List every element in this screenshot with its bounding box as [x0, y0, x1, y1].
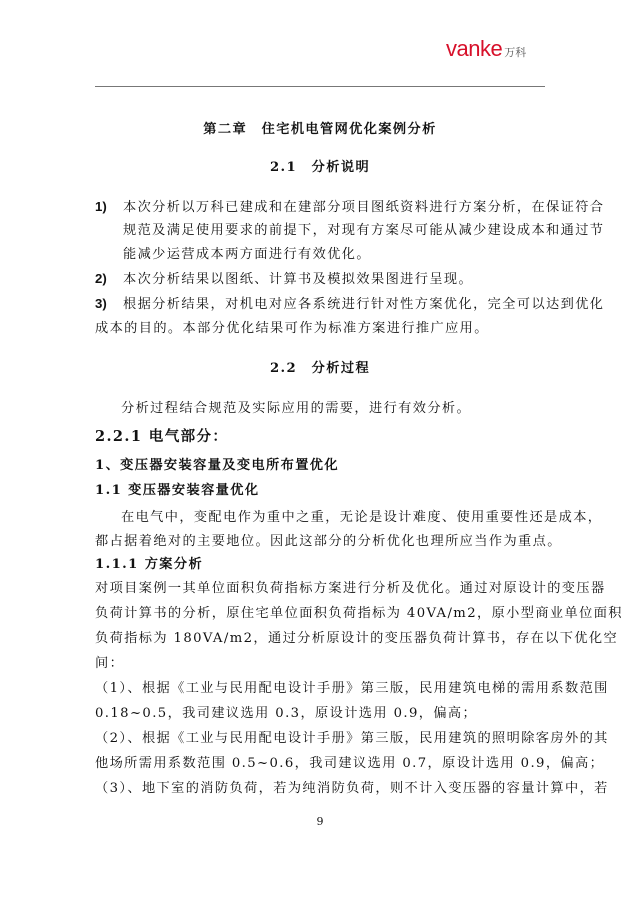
list-text: 本次分析以万科已建成和在建部分项目图纸资料进行方案分析，在保证符合: [123, 200, 605, 215]
heading-1: 1、变压器安装容量及变电所布置优化: [95, 458, 339, 473]
vanke-logo: [446, 38, 526, 60]
para-1-1-line-1: 在电气中，变配电作为重中之重，无论是设计难度、使用重要性还是成本，: [121, 510, 603, 525]
list-text: 根据分析结果，对机电对应各系统进行针对性方案优化，完全可以达到优化: [123, 297, 605, 312]
list-number: 2): [95, 271, 107, 286]
header-rule: [95, 86, 545, 87]
list-item-1-line-2: 规范及满足使用要求的前提下，对现有方案尽可能从减少建设成本和通过节: [123, 223, 605, 238]
point-3-line-1: （3）、地下室的消防负荷，若为纯消防负荷，则不计入变压器的容量计算中，若: [95, 781, 609, 796]
list-item-1-line-3: 能减少运营成本两方面进行有效优化。: [123, 247, 371, 262]
section-2-2-title: 2.2 分析过程: [269, 361, 371, 376]
list-item-1-line-1: [95, 199, 605, 216]
list-item-2: [95, 271, 545, 288]
point-2-line-2: 他场所需用系数范围 0.5~0.6，我司建议选用 0.7，原设计选用 0.9，偏高；: [95, 756, 605, 771]
list-text: 本次分析结果以图纸、计算书及模拟效果图进行呈现。: [123, 272, 474, 287]
section-2-1-title: 2.1 分析说明: [269, 160, 371, 175]
point-1-line-1: （1）、根据《工业与民用配电设计手册》第三版，民用建筑电梯的需用系数范围: [95, 681, 609, 696]
list-item-3-line-2: 成本的目的。本部分优化结果可作为标准方案进行推广应用。: [95, 321, 489, 336]
para-1-1-1-line-4: 间：: [95, 656, 125, 671]
chapter-title: 第二章 住宅机电管网优化案例分析: [203, 122, 437, 137]
section-2-2-intro: 分析过程结合规范及实际应用的需要，进行有效分析。: [121, 401, 472, 416]
page-number: 9: [316, 815, 324, 828]
heading-1-1-1: 1.1.1 方案分析: [95, 557, 204, 572]
para-1-1-1-line-2: 负荷计算书的分析，原住宅单位面积负荷指标为 40VA/m2，原小型商业单位面积: [95, 606, 623, 621]
point-1-line-2: 0.18~0.5，我司建议选用 0.3，原设计选用 0.9，偏高；: [95, 706, 478, 721]
para-1-1-1-line-3: 负荷指标为 180VA/m2，通过分析原设计的变压器负荷计算书，存在以下优化空: [95, 631, 619, 646]
para-1-1-line-2: 都占据着绝对的主要地位。因此这部分的分析优化也理所应当作为重点。: [95, 534, 562, 549]
logo-text-cn: 万科: [504, 46, 527, 59]
logo-text-en: vanke: [446, 36, 503, 61]
list-number: 1): [95, 199, 107, 214]
list-number: 3): [95, 296, 107, 311]
heading-2-2-1: 2.2.1 电气部分：: [95, 428, 229, 445]
heading-1-1: 1.1 变压器安装容量优化: [95, 483, 260, 498]
list-item-3-line-1: [95, 296, 605, 313]
point-2-line-1: （2）、根据《工业与民用配电设计手册》第三版，民用建筑的照明除客房外的其: [95, 731, 609, 746]
para-1-1-1-line-1: 对项目案例一其单位面积负荷指标方案进行分析及优化。通过对原设计的变压器: [95, 581, 606, 596]
